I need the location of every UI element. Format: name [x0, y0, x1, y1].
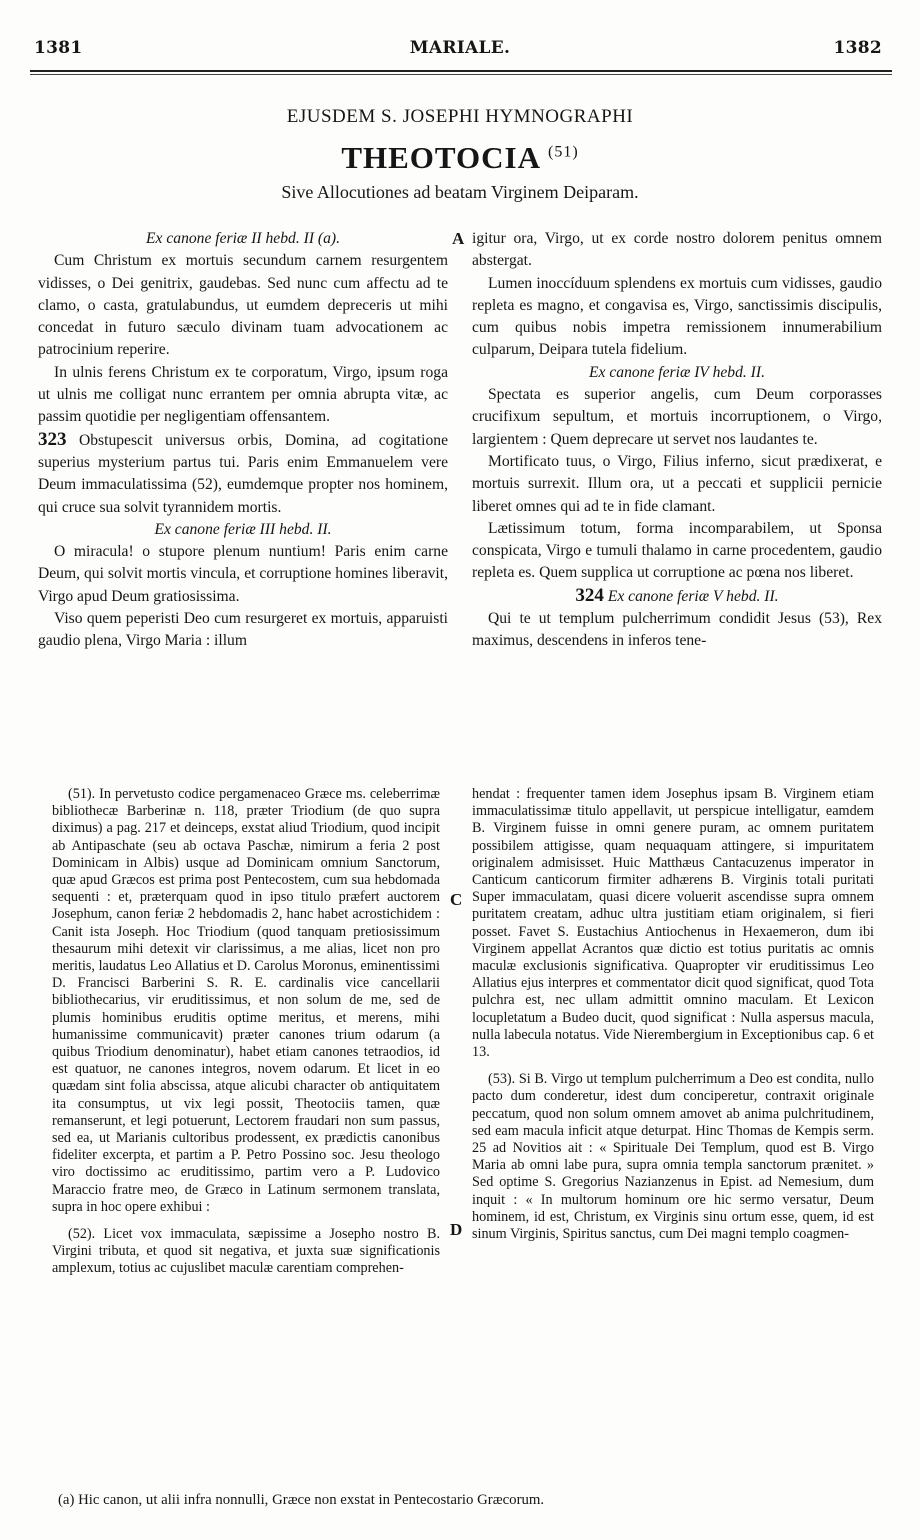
paragraph: Cum Christum ex mortuis secundum carnem resurgentem vidisses, o Dei genitrix, gaudebas. Sed nunc cum affectu ad te clamo, o casta, gratulabundus, ut eumdem depreceris ut mihi concedat in futuro sæculo divinam tuam advocationem ac patrocinium reperire.: [38, 252, 448, 359]
left-column-notes: [52, 786, 440, 1278]
margin-letter-a: A: [452, 229, 465, 248]
page-number-right: 1382: [833, 38, 882, 58]
rubric: Ex canone feriæ V hebd. II.: [607, 587, 779, 605]
paragraph: Viso quem peperisti Deo cum resurgeret ex mortuis, apparuisti gaudio plena, Virgo Maria : illum: [38, 610, 448, 650]
right-column-main: [472, 228, 882, 653]
note-paragraph: (51). In pervetusto codice pergamenaceo Græce ms. celeberrimæ bibliothecæ Barberinæ n. 118, præter Triodium (de quo supra diximus) a pag. 217 et deinceps, exstat aliud Triodium, quod incipit ab Antipaschate (seu ab octava Paschæ, nimirum a feria 2 post Dominicam in Albis) usque ad Dominicam omnium Sanctorum, quæ apud Græcos est prima post Pentecostem, cum sua hebdomada sequenti : et, præterquam quod in ipso titulo præfert auctorem Josephum, canon feriæ 2 hebdomadis 2, hanc habet acrostichidem : Canit ista Joseph. Hoc Triodium (quod tanquam pretiosissimum thesaurum mihi detexit vir clarissimus, a me alias, licet non pro meritis, laudatus Leo Allatius et D. Carolus Moronus, eminentissimi D. Francisci Barberini S. R. E. cardinalis vice cancellarii bibliothecarius, vir eruditissimus, et non solum de me, sed de plumis hominibus eruditis optime meritus, et merens, mihi humanissime communicavit) præter canones trium odarum (a quibus Triodium denominatur), habet etiam canones tetraodios, id est quatuor, ne canones integros, novem odarum. Et licet in eo quædam sint folia abscissa, atque alicubi character ob antiquitatem ita consumptus, ut vix legi possit, Theotociis tamen, quæ remanserunt, et legi potuerunt, Lectorem fraudari non sum passus, sed ea, ut Marianis cultoribus prodessent, ex prædictis canonibus fideliter excerpta, et partim a P. Petro Possino soc. Jesu theologo viro doctissimo ac eruditissimo, partim vero a P. Ludovico Maraccio fratre meo, de Græco in Latinum sermonem translata, supra in hoc opere exhibui :: [52, 786, 440, 1215]
margin-letter-c: C: [450, 890, 463, 909]
left-column-main: [38, 228, 448, 653]
numbered-paragraph: [38, 429, 448, 519]
title-note-ref: (51): [548, 143, 579, 161]
rubric: Ex canone feriæ IV hebd. II.: [589, 363, 765, 381]
heading-author: EJUSDEM S. JOSEPHI HYMNOGRAPHI: [286, 106, 634, 127]
paragraph: Lætissimum totum, forma incomparabilem, ut Sponsa conspicata, Virgo e tumuli thalamo in carne procedentem, gaudio repleta es. Quem supplica ut corruptione ac pœna nos liberet.: [472, 519, 882, 582]
paragraph: O miracula! o stupore plenum nuntium! Paris enim carne Deum, qui solvit mortis vincula, et corruptione homines liberavit, Virgo apud Deum gratiosissima.: [38, 543, 448, 605]
heading-subtitle: Sive Allocutiones ad beatam Virginem Deiparam.: [281, 182, 639, 202]
paragraph: Mortificato tuus, o Virgo, Filius inferno, sicut prædixerat, e mortuis surrexit. Illum ora, ut a peccati et supplicii pernicie liberet omnes qui ad te in fide clamant.: [472, 452, 882, 515]
rubric: Ex canone feriæ III hebd. II.: [154, 520, 332, 538]
running-head: [0, 38, 920, 62]
section-number: 323: [38, 428, 67, 450]
page-number-left: 1381: [34, 38, 83, 58]
rubric: Ex canone feriæ II hebd. II (a).: [146, 230, 340, 247]
section-number: 324: [575, 584, 604, 606]
paragraph: igitur ora, Virgo, ut ex corde nostro dolorem penitus omnem abstergat.: [472, 230, 882, 270]
header-rule: [30, 70, 892, 72]
paragraph: Qui te ut templum pulcherrimum condidit Jesus (53), Rex maximus, descendens in inferos tene-: [472, 610, 882, 650]
margin-letter-d: D: [450, 1220, 463, 1239]
title-text: THEOTOCIA: [341, 140, 540, 175]
paragraph: Spectata es superior angelis, cum Deum corporasses crucifixum sepultum, et mortuis incorruptionem, o Virgo, largientem : Quem deprecare ut servet nos laudantes te.: [472, 386, 882, 448]
numbered-rubric: [472, 585, 882, 608]
paragraph: Lumen inoccíduum splendens ex mortuis cum vidisses, gaudio repleta es magno, et congavisa es, Virgo, sanctissimis discipulis, cum quibus nobis impetra remissionem innumerabilium culparum, Deipara tutela fidelium.: [472, 274, 882, 359]
note-paragraph: (52). Licet vox immaculata, sæpissime a Josepho nostro B. Virgini tributa, et quod sit negativa, et juxta suæ significationis amplexum, totius ac cujuslibet maculæ carentiam comprehen-: [52, 1226, 440, 1277]
right-column-notes: [472, 786, 874, 1243]
running-title: MARIALE.: [409, 38, 511, 58]
note-paragraph: hendat : frequenter tamen idem Josephus ipsam B. Virginem etiam immaculatissimæ titulo appellavit, ut perspicue intelligatur, eamdem B. Virginem fuisse in omni genere puram, ac omnem puritatem possibilem attigisse, quam nequaquam attingere, si impuritatem originalem admisisset. Huic Matthæus Cantacuzenus imperator in Canticum canticorum firmiter adhærens B. Virginis totali puritati Super immaculatam, quasi dicere voluerit ascendisse supra omnem puritatem creatam, adhuc ultra justitiam etiam originalem, si fieri posset. Favet S. Eustachius Antiochenus in Hexaemeron, dum ibi Virginem appellat Acrantos quæ dictio est totius puritatis ac omnis maculæ exclusionis significativa. Quapropter vir eruditissimus Leo Allatius ejus interpres et commentator dicit quod significat, quod Tota pulchra est, nec ullam admittit omnino maculam. Et Lexicon locupletatum a Budeo ducit, quod significat : Nulla aspersus macula, nulla labecula notatus. Vide Nierembergium in Exceptionibus cap. 6 et 13.: [472, 786, 874, 1061]
paragraph: In ulnis ferens Christum ex te corporatum, Virgo, ipsum roga ut ulnis me colligat nunc errantem per omnia abrupta vitæ, ac passim quotidie per negligentiam offensantem.: [38, 363, 448, 426]
footnote: (a) Hic canon, ut alii infra nonnulli, Græce non exstat in Pentecostario Græcorum.: [58, 1492, 545, 1508]
header-rule-thin: [30, 74, 892, 75]
heading-title: [0, 140, 920, 176]
note-paragraph: (53). Si B. Virgo ut templum pulcherrimum a Deo est condita, nullo pacto dum conderetur, idest dum conciperetur, contraxit originale peccatum, quod non solum omnem amovet ab anima pulchritudinem, sed eam macula inficit atque deturpat. Hinc Thomas de Kempis serm. 25 ad Novitios ait : « Spirituale Dei Templum, quod est B. Virgo Maria ab omni labe pura, supra omnia templa sanctorum prænitet. » Sed optime S. Gregorius Nazianzenus in Epist. ad Nemesium, dum inquit : « In multorum hominum ore hic sermo versatur, Deum hominem, id est, Christum, ex Virginis sinu ortum esse, quem, id est sinum Virginis, Spiritus sanctus, cum Dei magni templo coagmen-: [472, 1071, 874, 1243]
paragraph-text: Obstupescit universus orbis, Domina, ad cogitatione superius mysterium partus tui. Paris enim Emmanuelem vere Deum immaculatissima (52), eumdemque propter nos hominem, qui cruce sua solvit tyrannidem mortis.: [38, 431, 448, 516]
